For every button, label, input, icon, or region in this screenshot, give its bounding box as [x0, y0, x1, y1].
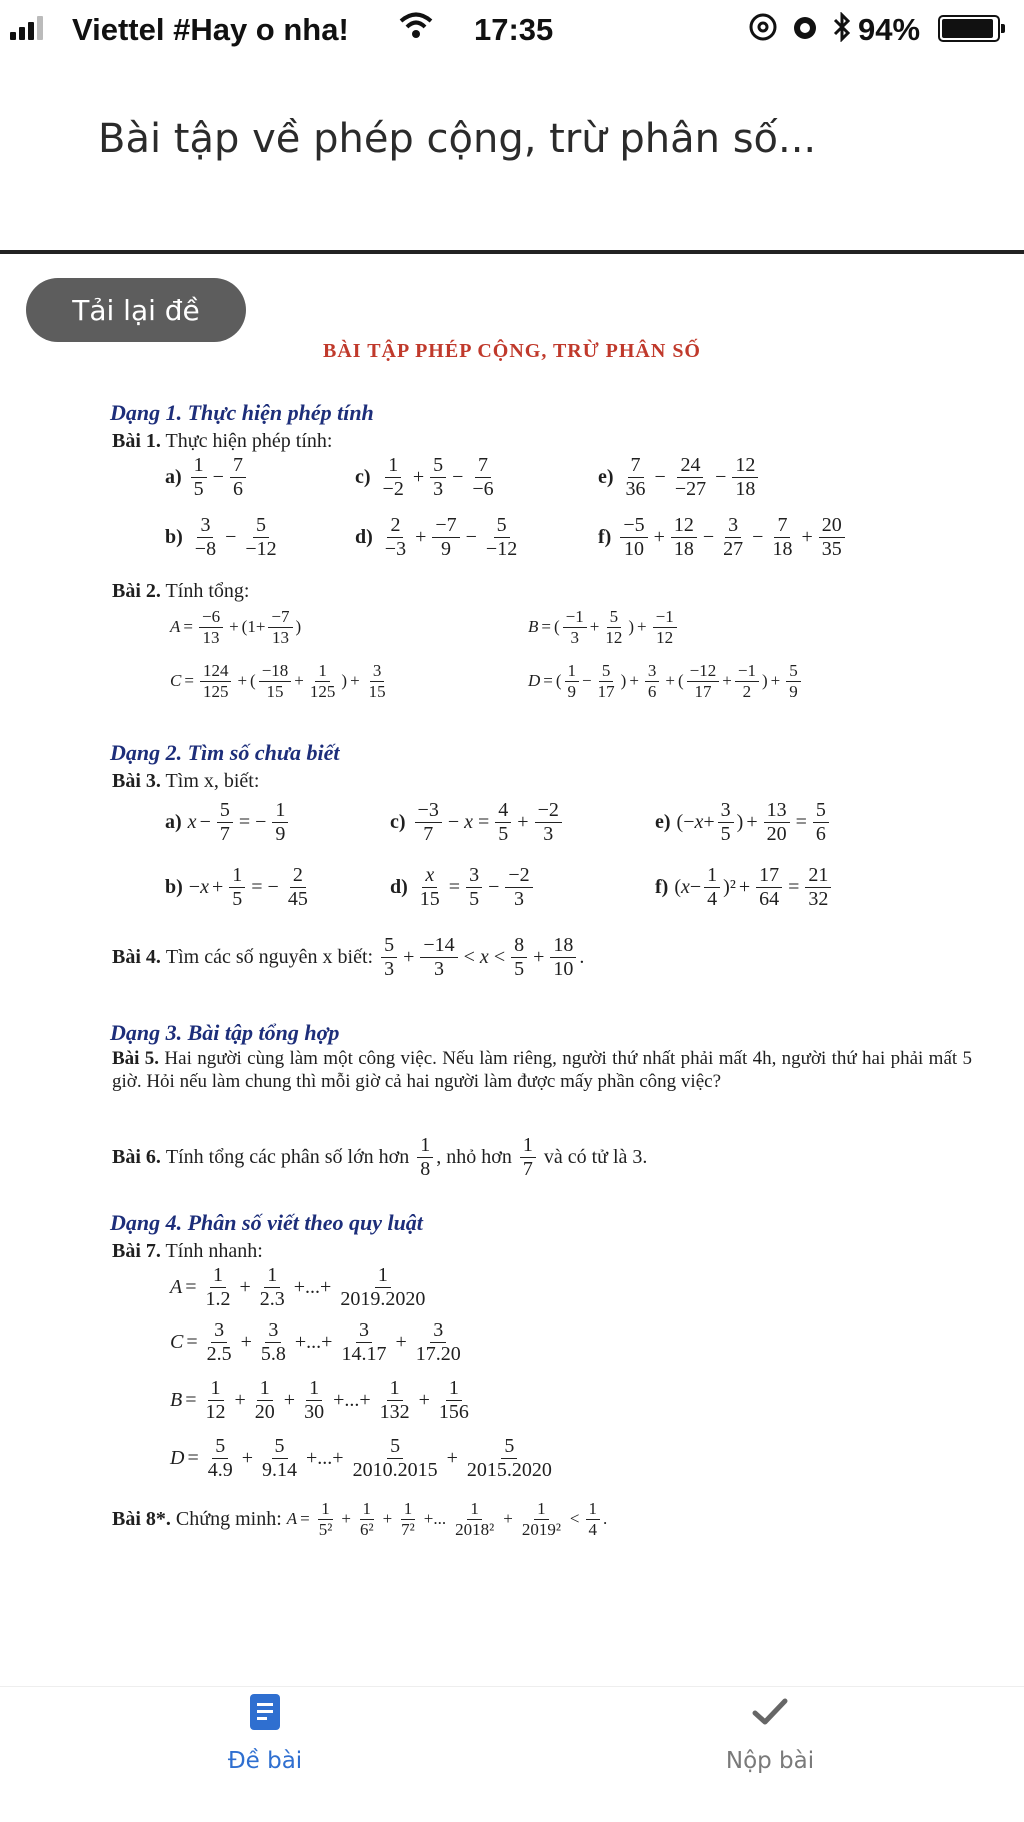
math-expression: C = $\frac{124}{125}$ + ( $\frac{-18}{15}$ + $\frac{1}{125}$ ) + $\frac{3}{15}$	[170, 661, 386, 701]
exercise-2-heading	[112, 580, 249, 603]
exercise-text: Chứng minh:	[175, 1507, 282, 1530]
bottom-divider	[0, 1686, 1024, 1687]
math-expression: f) $\frac{-5}{10}$ + $\frac{12}{18}$ − $\frac{3}{27}$ − $\frac{7}{18}$ + $\frac{20}{35}$	[598, 515, 848, 560]
tab-nop-bai-label: Nộp bài	[725, 1748, 815, 1774]
math-expression: c) $\frac{-3}{7}$ − x = $\frac{4}{5}$ + $\frac{-2}{3}$	[390, 800, 565, 845]
clock: 17:35	[474, 12, 554, 47]
exercise-label: Bài 4.	[112, 946, 161, 968]
exercise-8: Bài 8*. Chứng minh: A = $\frac{1}{\text{5²}}$ + $\frac{1}{\text{6²}}$ + $\frac{1}{\text{7²}}$ +... $\frac{1}{\text{2018²}}$ + $\frac{1}{\text{2019²}}$ < $\frac{1}{4}$ .	[112, 1499, 608, 1539]
page-title: Bài tập về phép cộng, trừ phân số...	[98, 116, 817, 162]
math-expression: B = ( $\frac{-1}{3}$ + $\frac{5}{12}$ ) + $\frac{-1}{12}$	[528, 608, 680, 647]
math-expression: A = $\frac{1}{1.2}$ + $\frac{1}{2.3}$ +...+ $\frac{1}{2019.2020}$	[170, 1264, 426, 1310]
at-icon	[748, 12, 778, 50]
math-expression: B = $\frac{1}{12}$ + $\frac{1}{20}$ + $\frac{1}{30}$ +...+ $\frac{1}{132}$ + $\frac{1}{156}$	[170, 1377, 469, 1423]
section-dang-1: Dạng 1. Thực hiện phép tính	[110, 400, 374, 425]
math-expression: C = $\frac{3}{2.5}$ + $\frac{3}{5.8}$ +...+ $\frac{3}{14.17}$ + $\frac{3}{17.20}$	[170, 1319, 461, 1365]
exercise-label: Bài 5.	[112, 1048, 160, 1069]
header-divider	[0, 250, 1024, 254]
exercise-text: Thực hiện phép tính:	[165, 430, 333, 452]
exercise-label: Bài 3.	[112, 770, 161, 792]
exercise-label: Bài 2.	[112, 580, 161, 602]
status-bar	[0, 0, 1024, 58]
exercise-text: Tìm x, biết:	[165, 770, 260, 792]
exercise-5	[112, 1048, 972, 1094]
math-expression: e) (− x + $\frac{3}{5}$ ) + $\frac{13}{20}$ = $\frac{5}{6}$	[655, 800, 832, 845]
math-expression: f) ( x − $\frac{1}{4}$ )² + $\frac{17}{64}$ = $\frac{21}{32}$	[655, 865, 834, 910]
tab-de-bai-label: Đề bài	[227, 1748, 303, 1774]
alarm-icon	[790, 12, 820, 50]
worksheet-title: BÀI TẬP PHÉP CỘNG, TRỪ PHÂN SỐ	[322, 340, 701, 362]
battery-percent: 94%	[858, 12, 921, 47]
exercise-1-heading	[112, 430, 332, 453]
exercise-text: Hai người cùng làm một công việc. Nếu làm riêng, người thứ nhất phải mất 4h, người thứ hai phải mất 5 giờ. Hỏi nếu làm chung thì mỗi giờ cả hai người làm được mấy phần công việc?	[112, 1048, 973, 1092]
math-expression: e) $\frac{7}{36}$ − $\frac{24}{-27}$ − $\frac{12}{18}$	[598, 455, 761, 500]
math-expression: a) x − $\frac{5}{7}$ = − $\frac{1}{9}$	[165, 800, 291, 845]
math-expression: c) $\frac{1}{-2}$ + $\frac{5}{3}$ − $\frac{7}{-6}$	[355, 454, 494, 500]
checkmark-icon	[620, 1692, 920, 1738]
exercise-text: Tính tổng các phân số lớn hơn	[165, 1146, 410, 1168]
exercise-label: Bài 8*.	[112, 1507, 171, 1530]
math-expression: D = ( $\frac{1}{9}$ − $\frac{5}{17}$ ) + $\frac{3}{6}$ + ( $\frac{-12}{17}$ + $\frac{-1}{2}$ ) + $\frac{5}{9}$	[528, 662, 804, 701]
document-icon	[115, 1692, 415, 1738]
tab-nop-bai[interactable]	[620, 1692, 920, 1774]
exercise-label: Bài 7.	[112, 1240, 161, 1262]
bluetooth-icon	[832, 12, 852, 50]
tab-de-bai[interactable]	[115, 1692, 415, 1774]
exercise-text: Tìm các số nguyên x biết:	[165, 946, 374, 968]
exercise-text: Tính nhanh:	[165, 1240, 263, 1262]
section-dang-2: Dạng 2. Tìm số chưa biết	[110, 740, 340, 765]
carrier-name: Viettel #Hay o nha!	[72, 12, 349, 47]
signal-icon	[10, 16, 43, 40]
reload-exam-button[interactable]: Tải lại đề	[26, 278, 246, 342]
exercise-3-heading	[112, 770, 259, 793]
math-expression: A = $\frac{-6}{13}$ + (1+ $\frac{-7}{13}$ )	[170, 607, 302, 647]
math-expression: b) − x + $\frac{1}{5}$ = − $\frac{2}{45}$	[165, 864, 308, 910]
exercise-6: Bài 6. Tính tổng các phân số lớn hơn $\frac{1}{8}$ , nhỏ hơn $\frac{1}{7}$ và có tử là 3.	[112, 1134, 648, 1180]
exercise-text: , nhỏ hơn	[436, 1146, 512, 1168]
math-expression: a) $\frac{1}{5}$ − $\frac{7}{6}$	[165, 455, 249, 500]
wifi-icon	[398, 10, 434, 48]
battery-icon	[938, 15, 1000, 42]
section-dang-3: Dạng 3. Bài tập tổng hợp	[110, 1020, 340, 1045]
exercise-text: Tính tổng:	[165, 580, 250, 602]
exercise-label: Bài 6.	[112, 1146, 161, 1168]
exercise-text: và có tử là 3.	[543, 1146, 648, 1168]
math-expression: d) $\frac{x}{15}$ = $\frac{3}{5}$ − $\frac{-2}{3}$	[390, 865, 536, 910]
math-expression: d) $\frac{2}{-3}$ + $\frac{-7}{9}$ − $\frac{5}{-12}$	[355, 514, 518, 560]
math-expression: b) $\frac{3}{-8}$ − $\frac{5}{-12}$	[165, 514, 277, 560]
exercise-4: Bài 4. Tìm các số nguyên x biết: $\frac{5}{3}$ + $\frac{-14}{3}$ < x < $\frac{8}{5}$ + $\frac{18}{10}$ .	[112, 934, 585, 980]
exercise-label: Bài 1.	[112, 430, 161, 452]
math-expression: D = $\frac{5}{4.9}$ + $\frac{5}{9.14}$ +...+ $\frac{5}{2010.2015}$ + $\frac{5}{2015.2020}$	[170, 1435, 552, 1481]
section-dang-4: Dạng 4. Phân số viết theo quy luật	[110, 1210, 423, 1235]
exercise-7-heading	[112, 1240, 263, 1263]
